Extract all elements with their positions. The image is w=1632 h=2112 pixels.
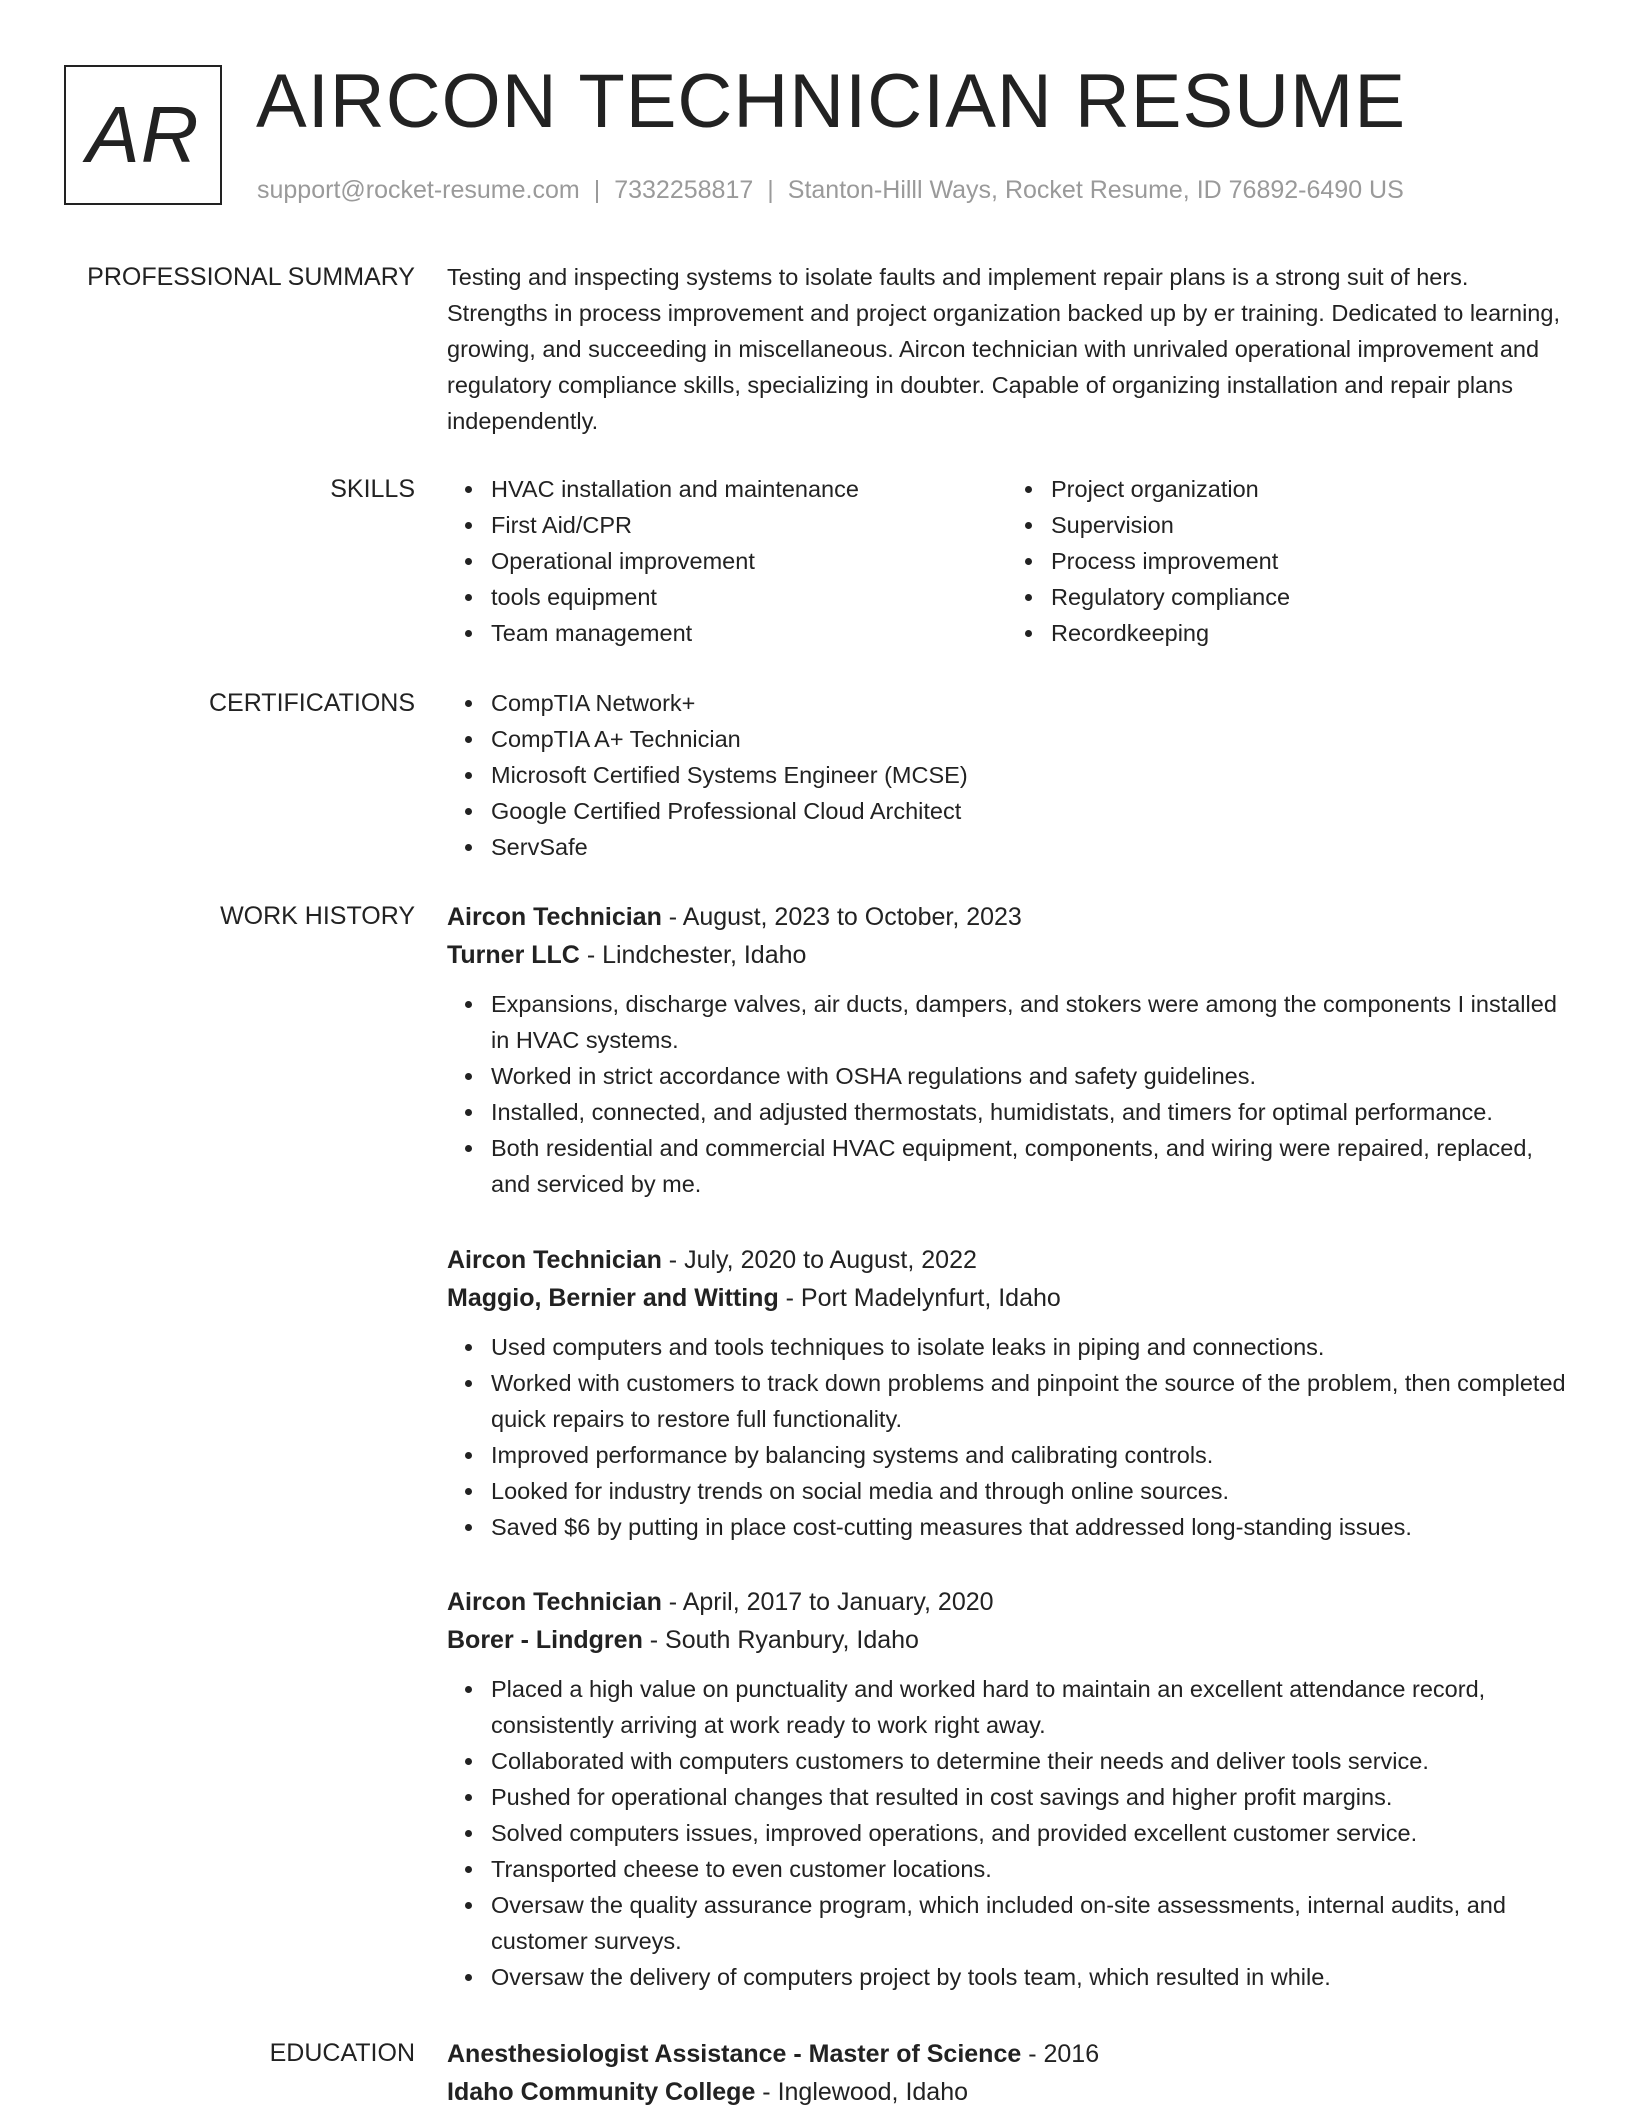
job-location: - South Ryanbury, Idaho [642,1626,919,1654]
job-bullet: Looked for industry trends on social media and through online sources. [491,1473,1567,1509]
job-bullet: Used computers and tools techniques to isolate leaks in piping and connections. [491,1329,1567,1365]
job-bullet: Expansions, discharge valves, air ducts, dampers, and stokers were among the components I installed in HVAC systems. [491,986,1567,1058]
work-history-body [447,898,1567,1990]
job-bullet: Oversaw the delivery of computers project by tools team, which resulted in while. [491,1959,1567,1995]
education-location: - Inglewood, Idaho [755,2078,969,2106]
education-school: Idaho Community College [447,2078,756,2106]
monogram: AR [64,65,222,205]
certifications-body [447,685,1567,865]
skill-item: Process improvement [1051,543,1567,579]
contact-line [257,174,1404,206]
job-entry [447,898,1567,1202]
skill-item: Team management [491,615,1007,651]
job-dates: - August, 2023 to October, 2023 [661,903,1022,931]
job-title: Aircon Technician [447,903,662,931]
skill-item: Regulatory compliance [1051,579,1567,615]
job-bullet: Oversaw the quality assurance program, which included on-site assessments, internal audits, and customer surveys. [491,1887,1567,1959]
certification-item: ServSafe [491,829,1567,865]
job-bullet: Improved performance by balancing systems and calibrating controls. [491,1437,1567,1473]
job-company-line [447,1621,1567,1659]
job-bullet: Saved $6 by putting in place cost-cutting measures that addressed long-standing issues. [491,1509,1567,1545]
skill-item: tools equipment [491,579,1007,615]
skill-item: HVAC installation and maintenance [491,471,1007,507]
summary-body [447,259,1567,439]
job-dates: - April, 2017 to January, 2020 [661,1588,994,1616]
job-bullets [447,1671,1567,1995]
job-company: Borer - Lindgren [447,1626,643,1654]
certifications-list [447,685,1567,865]
job-bullet: Collaborated with computers customers to determine their needs and deliver tools service. [491,1743,1567,1779]
skill-item: Operational improvement [491,543,1007,579]
skill-item: First Aid/CPR [491,507,1007,543]
job-entry [447,1583,1567,1995]
job-title-line [447,1241,1567,1279]
skill-item: Recordkeeping [1051,615,1567,651]
education-year: - 2016 [1021,2040,1100,2068]
certification-item: Google Certified Professional Cloud Architect [491,793,1567,829]
job-title-line [447,898,1567,936]
separator: | [593,176,601,204]
job-bullet: Placed a high value on punctuality and worked hard to maintain an excellent attendance record, consistently arriving at work ready to work right away. [491,1671,1567,1743]
job-dates: - July, 2020 to August, 2022 [661,1246,977,1274]
section-label-education: EDUCATION [269,2039,415,2067]
contact-address: Stanton-Hilll Ways, Rocket Resume, ID 76892-6490 US [787,176,1404,204]
job-bullet: Worked in strict accordance with OSHA regulations and safety guidelines. [491,1058,1567,1094]
section-label-summary: PROFESSIONAL SUMMARY [87,263,415,291]
job-bullet: Installed, connected, and adjusted thermostats, humidistats, and timers for optimal performance. [491,1094,1567,1130]
skill-item: Supervision [1051,507,1567,543]
contact-phone: 7332258817 [614,176,754,204]
job-bullets [447,986,1567,1202]
job-company: Turner LLC [447,941,580,969]
job-company-line [447,1279,1567,1317]
job-company: Maggio, Bernier and Witting [447,1284,779,1312]
page-title: AIRCON TECHNICIAN RESUME [256,59,1407,144]
skill-item: Project organization [1051,471,1567,507]
summary-text: Testing and inspecting systems to isolate faults and implement repair plans is a strong suit of hers. Strengths in process improvement and project organization backed up by er training. Dedicated to learning, growing, and succeeding in miscellaneous. Aircon technician with unrivaled operational improvement and regulatory compliance skills, specializing in doubter. Capable of organizing installation and repair plans independently. [447,264,1560,434]
section-label-work-history: WORK HISTORY [220,902,415,930]
job-bullet: Worked with customers to track down problems and pinpoint the source of the problem, then completed quick repairs to restore full functionality. [491,1365,1567,1437]
job-title: Aircon Technician [447,1246,662,1274]
job-location: - Port Madelynfurt, Idaho [778,1284,1061,1312]
job-bullet: Both residential and commercial HVAC equipment, components, and wiring were repaired, replaced, and serviced by me. [491,1130,1567,1202]
separator: | [767,176,774,204]
certification-item: Microsoft Certified Systems Engineer (MCSE) [491,757,1567,793]
job-bullet: Transported cheese to even customer locations. [491,1851,1567,1887]
job-bullet: Pushed for operational changes that resulted in cost savings and higher profit margins. [491,1779,1567,1815]
education-body [447,2035,1567,2111]
job-location: - Lindchester, Idaho [579,941,807,969]
job-title: Aircon Technician [447,1588,662,1616]
skills-list-left [447,471,1007,651]
skills-list-right [1007,471,1567,651]
job-entry [447,1241,1567,1545]
certification-item: CompTIA Network+ [491,685,1567,721]
section-label-skills: SKILLS [330,475,415,503]
education-school-line [447,2073,1567,2111]
contact-email: support@rocket-resume.com [257,176,580,204]
job-company-line [447,936,1567,974]
education-degree: Anesthesiologist Assistance - Master of Science [447,2040,1022,2068]
skills-body [447,471,1567,651]
section-label-certifications: CERTIFICATIONS [208,689,415,717]
certification-item: CompTIA A+ Technician [491,721,1567,757]
job-bullet: Solved computers issues, improved operations, and provided excellent customer service. [491,1815,1567,1851]
education-degree-line [447,2035,1567,2073]
job-bullets [447,1329,1567,1545]
job-title-line [447,1583,1567,1621]
